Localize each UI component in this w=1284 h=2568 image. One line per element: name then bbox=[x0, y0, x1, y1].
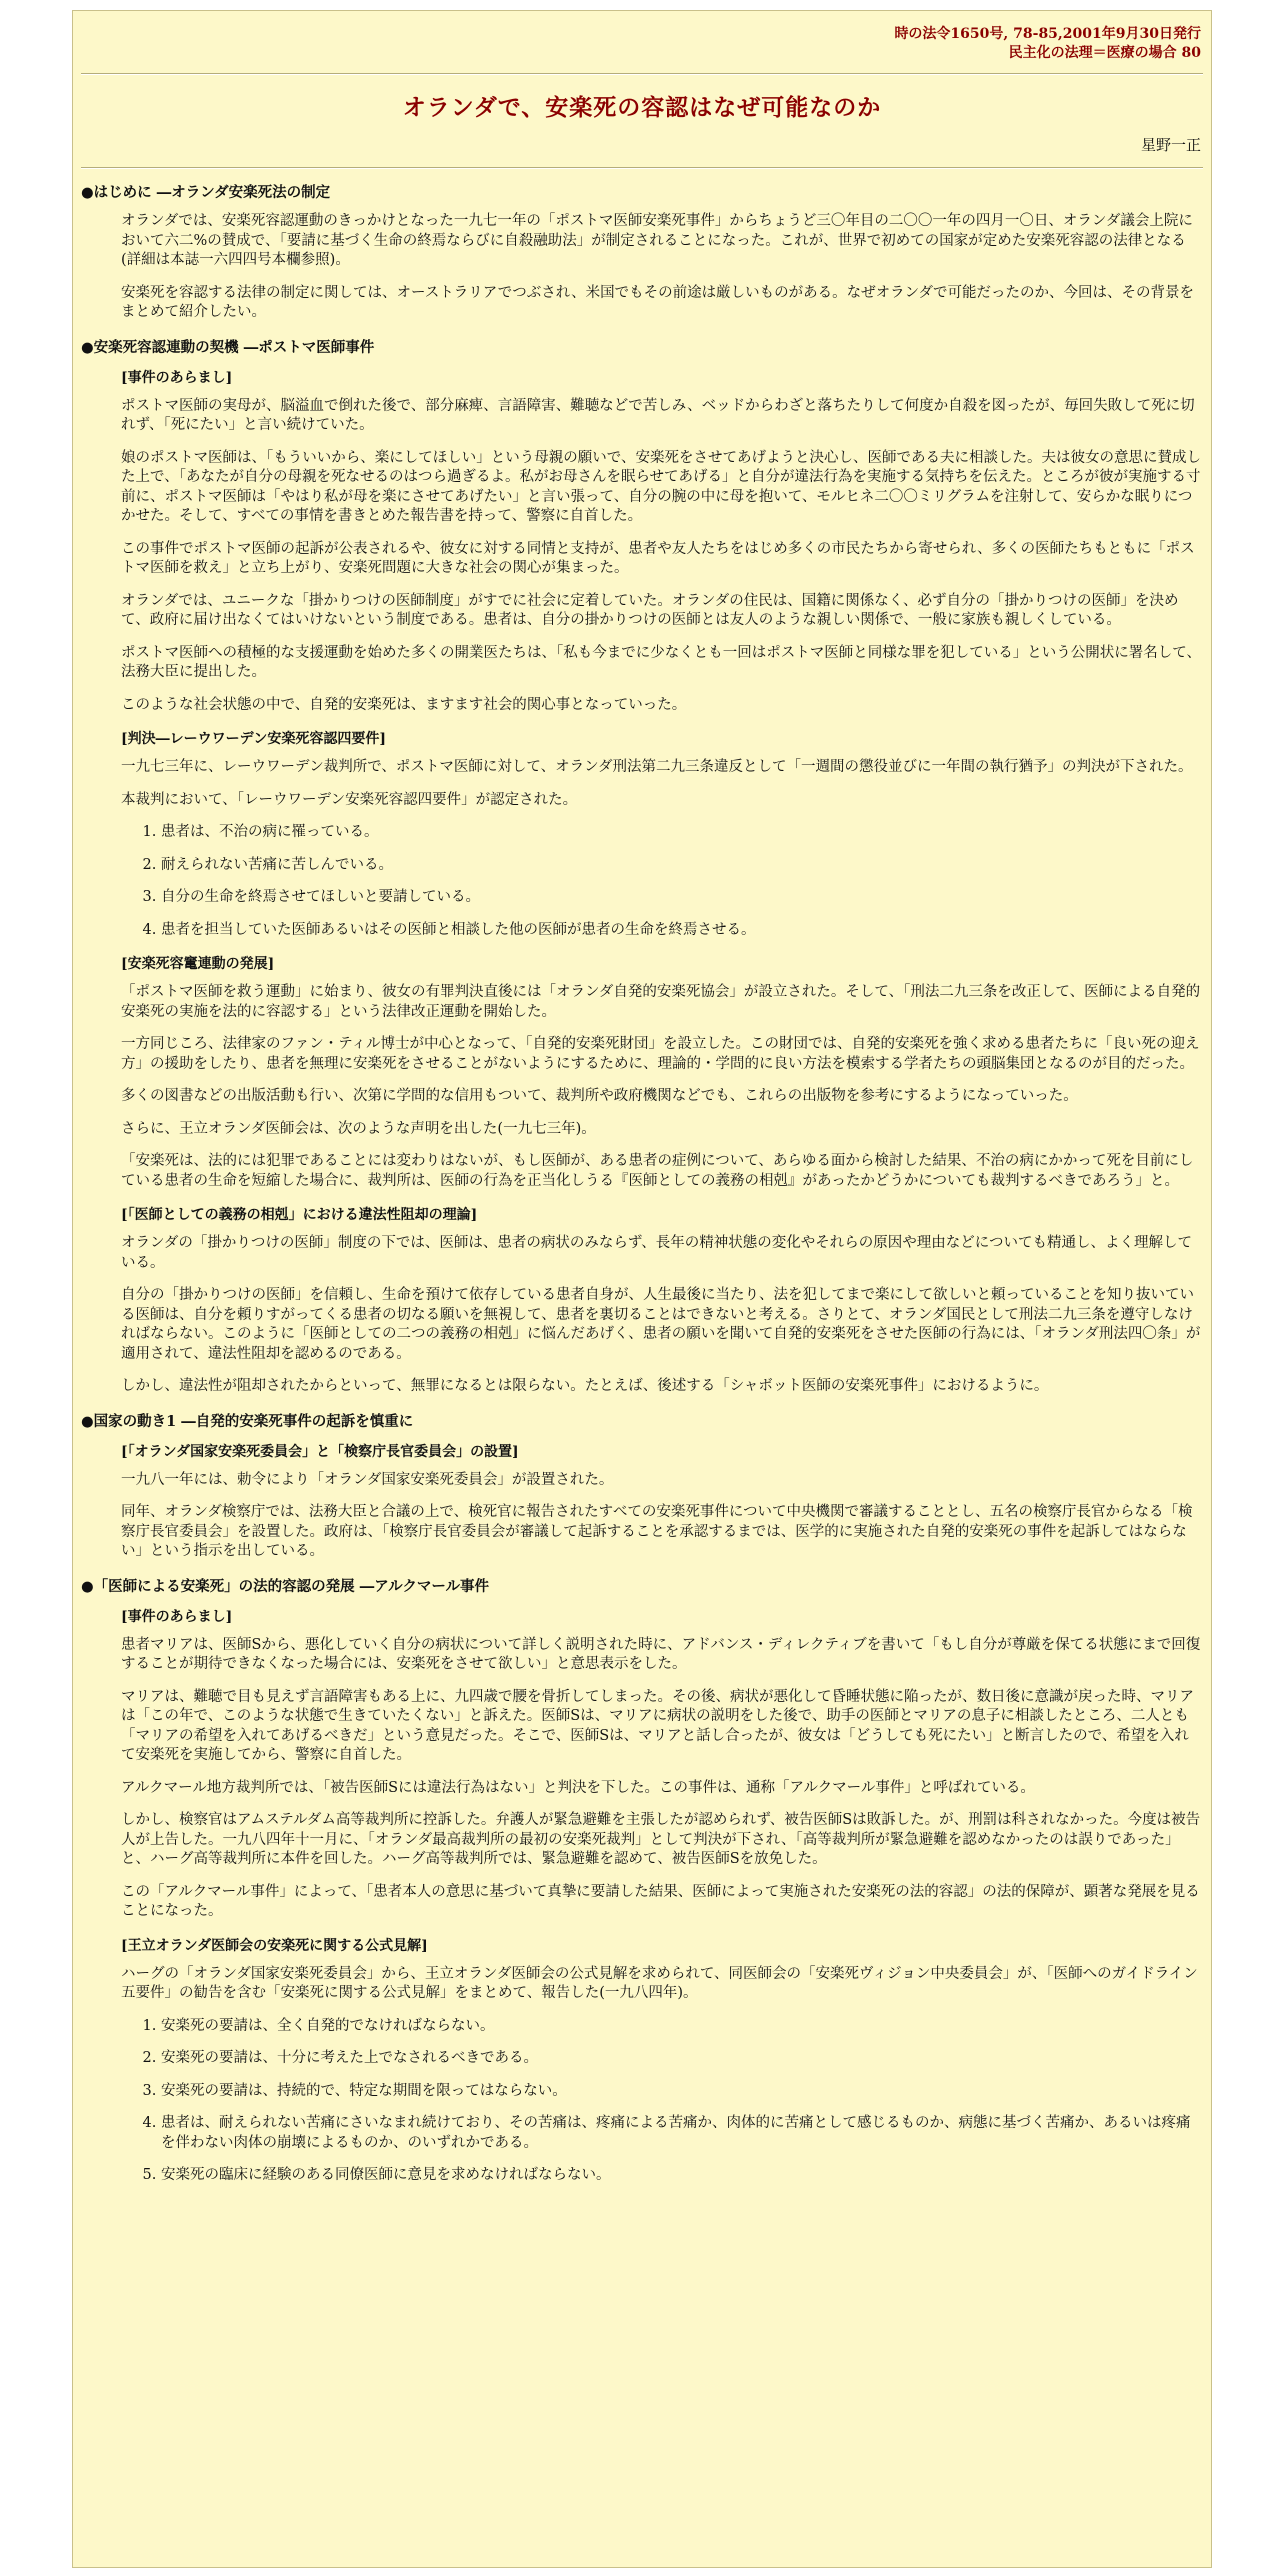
paragraph: アルクマール地方裁判所では、「被告医師Sには違法行為はない」と判決を下した。この事件は、通称「アルクマール事件」と呼ばれている。 bbox=[121, 1779, 1035, 1796]
paragraph: 一方同じころ、法律家のファン・ティル博士が中心となって、「自発的安楽死財団」を設立した。この財団では、自発的安楽死を強く求める患者たちに「良い死の迎え方」の援助をしたり、患者を無理に安楽死をさせることがないようにするために、理論的・学問的に良い方法を模索する学者たちの頭脳集団となるのが目的だった。 bbox=[121, 1036, 1200, 1072]
list-item: 1. 安楽死の要請は、全く自発的でなければならない。 bbox=[161, 2017, 1203, 2037]
paragraph: 娘のポストマ医師は、「もういいから、楽にしてほしい」という母親の願いで、安楽死をさせてあげようと決心し、医師である夫に相談した。夫は彼女の意思に賛成した上で、「あなたが自分の母親を死なせるのはつら過ぎるよ。私がお母さんを眠らせてあげる」と自分が違法行為を実施する気持ちを伝えた。ところが彼が実施する寸前に、ポストマ医師は「やはり私が母を楽にさせてあげたい」と言い張って、自分の腕の中に母を抱いて、モルヒネ二〇〇ミリグラムを注射して、安らかな眠りにつかせた。そして、すべての事情を書きとめた報告書を持って、警察に自首した。 bbox=[121, 449, 1201, 524]
list-item: 3. 安楽死の要請は、持続的で、特定な期間を限ってはならない。 bbox=[161, 2082, 1203, 2102]
paragraph: ポストマ医師の実母が、脳溢血で倒れた後で、部分麻痺、言語障害、難聴などで苦しみ、ベッドからわざと落ちたりして何度か自殺を図ったが、毎回失敗して死に切れず、「死にたい」と言い続けていた。 bbox=[121, 397, 1195, 433]
paragraph: ハーグの「オランダ国家安楽死委員会」から、王立オランダ医師会の公式見解を求められて、同医師会の「安楽死ヴィジョン中央委員会」が、「医師へのガイドライン五要件」の勧告を含む「安楽死に関する公式見解」をまとめて、報告した(一九八四年)。 bbox=[121, 1965, 1198, 2001]
paragraph: 安楽死を容認する法律の制定に関しては、オーストラリアでつぶされ、米国でもその前途は厳しいものがある。なぜオランダで可能だったのか、今回は、その背景をまとめて紹介したい。 bbox=[121, 284, 1194, 320]
publication-header bbox=[81, 25, 1201, 63]
paragraph: 一九八一年には、勅令により「オランダ国家安楽死委員会」が設置された。 bbox=[121, 1471, 614, 1488]
paragraph: この「アルクマール事件」によって、「患者本人の意思に基づいて真摯に要請した結果、医師によって実施された安楽死の法的容認」の法的保障が、顕著な発展を見ることになった。 bbox=[121, 1883, 1200, 1919]
paragraph: しかし、違法性が阻却されたからといって、無罪になるとは限らない。たとえば、後述する「シャボット医師の安楽死事件」におけるように。 bbox=[121, 1378, 1049, 1394]
list-item: 4. 患者を担当していた医師あるいはその医師と相談した他の医師が患者の生命を終焉させる。 bbox=[161, 921, 1203, 941]
subheading: [安楽死容竃連動の発展] bbox=[121, 956, 275, 972]
section-heading-postma: ●安楽死容認連動の契機 ―ポストマ医師事件 bbox=[81, 338, 375, 356]
requirements-list bbox=[121, 823, 1203, 940]
list-item: 5. 安楽死の臨床に経験のある同僚医師に意見を求めなければならない。 bbox=[161, 2166, 1203, 2186]
paragraph: さらに、王立オランダ医師会は、次のような声明を出した(一九七三年)。 bbox=[121, 1120, 596, 1137]
paragraph: ポストマ医師への積極的な支援運動を始めた多くの開業医たちは、「私も今までに少なくとも一回はポストマ医師と同様な罪を犯している」という公開状に署名して、法務大臣に提出した。 bbox=[121, 644, 1201, 680]
subheading: [王立オランダ医師会の安楽死に関する公式見解] bbox=[121, 1937, 428, 1954]
paragraph: 「ポストマ医師を救う運動」に始まり、彼女の有罪判決直後には「オランダ自発的安楽死協会」が設立された。そして、「刑法二九三条を改正して、医師による自発的安楽死の実施を法的に容認する」という法律改正運動を開始した。 bbox=[121, 984, 1201, 1020]
series-info: 民主化の法理＝医療の場合 80 bbox=[1008, 45, 1201, 61]
list-item: 4. 患者は、耐えられない苦痛にさいなまれ続けており、その苦痛は、疼痛による苦痛か、肉体的に苦痛として感じるものか、病態に基づく苦痛か、あるいは疼痛を伴わない肉体の崩壊によるものか、のいずれかである。 bbox=[161, 2114, 1203, 2153]
list-item: 2. 耐えられない苦痛に苦しんでいる。 bbox=[161, 856, 1203, 876]
paragraph: 「安楽死は、法的には犯罪であることには変わりはないが、もし医師が、ある患者の症例について、あらゆる面から検討した結果、不治の病にかかって死を目前にしている患者の生命を短縮した場合に、裁判所は、医師の行為を正当化しうる『医師としての義務の相剋』があったかどうかについても裁判するべきであろう」と。 bbox=[121, 1153, 1194, 1189]
subheading: [事件のあらまし] bbox=[121, 369, 233, 386]
list-item: 3. 自分の生命を終焉させてほしいと要請している。 bbox=[161, 888, 1203, 908]
section-heading-intro: ●はじめに ―オランダ安楽死法の制定 bbox=[81, 184, 331, 201]
divider bbox=[81, 73, 1203, 75]
paragraph: しかし、検察官はアムステルダム高等裁判所に控訴した。弁護人が緊急避難を主張したが認められず、被告医師Sは敗訴した。が、刑罰は科されなかった。今度は被告人が上告した。一九八四年十一月に、「オランダ最高裁判所の最初の安楽死裁判」として判決が下され、「高等裁判所が緊急避難を認めなかったのは誤りであった」と、ハーグ高等裁判所に本件を回した。ハーグ高等裁判所では、緊急避難を認めて、被告医師Sを放免した。 bbox=[121, 1812, 1201, 1867]
author-name: 星野一正 bbox=[1140, 136, 1201, 154]
list-item: 2. 安楽死の要請は、十分に考えた上でなされるべきである。 bbox=[161, 2049, 1203, 2069]
paragraph: マリアは、難聴で目も見えず言語障害もある上に、九四歳で腰を骨折してしまった。その後、病状が悪化して昏睡状態に陥ったが、数日後に意識が戻った時、マリアは「この年で、このような状態で生きていたくない」と訴えた。医師Sは、マリアに病状の説明をした後で、助手の医師とマリアの息子に相談したところ、二人とも「マリアの希望を入れてあげるべきだ」という意見だった。そこで、医師Sは、マリアと話し合ったが、彼女は「どうしても死にたい」と断言したので、希望を入れて安楽死を実施してから、警察に自首した。 bbox=[121, 1688, 1194, 1763]
section-heading-state: ●国家の動き1 ―自発的安楽死事件の起訴を慎重に bbox=[81, 1412, 414, 1430]
publication-info: 時の法令1650号, 78-85,2001年9月30日発行 bbox=[894, 26, 1201, 42]
paragraph: このような社会状態の中で、自発的安楽死は、ますます社会的関心事となっていった。 bbox=[121, 696, 687, 713]
paragraph: 一九七三年に、レーウワーデン裁判所で、ポストマ医師に対して、オランダ刑法第二九三条違反として「一週間の懲役並びに一年間の執行猶予」の判決が下された。 bbox=[121, 759, 1193, 775]
subheading: [「オランダ国家安楽死委員会」と「検察庁長官委員会」の設置] bbox=[121, 1443, 519, 1460]
paragraph: 本裁判において、「レーウワーデン安楽死容認四要件」が認定された。 bbox=[121, 791, 578, 808]
section-heading-alkmaar: ●「医師による安楽死」の法的容認の発展 ―アルクマール事件 bbox=[81, 1577, 490, 1595]
paragraph: 自分の「掛かりつけの医師」を信頼し、生命を預けて依存している患者自身が、人生最後に当たり、法を犯してまで楽にして欲しいと頼っていることを知り抜いている医師は、自分を頼りすがってくる患者の切なる願いを無視して、患者を裏切ることはできないと考える。さりとて、オランダ国民として刑法二九三条を遵守しなければならない。このように「医師としての二つの義務の相剋」に悩んだあげく、患者の願いを聞いて自発的安楽死をさせた医師の行為には、「オランダ刑法四〇条」が適用されて、違法性阻却を認めるのである。 bbox=[121, 1287, 1201, 1362]
list-item: 1. 患者は、不治の病に罹っている。 bbox=[161, 823, 1203, 843]
paragraph: オランダでは、安楽死容認運動のきっかけとなった一九七一年の「ポストマ医師安楽死事件」からちょうど三〇年目の二〇〇一年の四月一〇日、オランダ議会上院において六二%の賛成で、「要請に基づく生命の終焉ならびに自殺融助法」が制定されることになった。これが、世界で初めての国家が定めた安楽死容認の法律となる(詳細は本誌一六四四号本欄参照)。 bbox=[121, 213, 1193, 268]
divider bbox=[81, 167, 1203, 169]
subheading: [判決―レーウワーデン安楽死容認四要件] bbox=[121, 731, 386, 747]
subheading: [事件のあらまし] bbox=[121, 1608, 233, 1625]
paragraph: オランダの「掛かりつけの医師」制度の下では、医師は、患者の病状のみならず、長年の精神状態の変化やそれらの原因や理由などについても精通し、よく理解している。 bbox=[121, 1235, 1192, 1271]
paragraph: オランダでは、ユニークな「掛かりつけの医師制度」がすでに社会に定着していた。オランダの住民は、国籍に関係なく、必ず自分の「掛かりつけの医師」を決めて、政府に届け出なくてはいけないという制度である。患者は、自分の掛かりつけの医師とは友人のような親しい関係で、一般に家族も親しくしている。 bbox=[121, 592, 1179, 628]
paragraph: 同年、オランダ検察庁では、法務大臣と合議の上で、検死官に報告されたすべての安楽死事件について中央機関で審議することとし、五名の検察庁長官からなる「検察庁長官委員会」を設置した。政府は、「検察庁長官委員会が審議して起訴することを承認するまでは、医学的に実施された自発的安楽死の事件を起訴してはならない」という指示を出している。 bbox=[121, 1504, 1193, 1559]
document-page bbox=[72, 10, 1212, 2568]
article-title: オランダで、安楽死の容認はなぜ可能なのか bbox=[402, 94, 882, 121]
paragraph: 患者マリアは、医師Sから、悪化していく自分の病状について詳しく説明された時に、アドバンス・ディレクティブを書いて「もし自分が尊厳を保てる状態にまで回復することが期待できなくなった場合には、安楽死をさせて欲しい」と意思表示をした。 bbox=[121, 1636, 1201, 1672]
subheading: [「医師としての義務の相剋」における違法性阻却の理論] bbox=[121, 1207, 478, 1223]
paragraph: この事件でポストマ医師の起訴が公表されるや、彼女に対する同情と支持が、患者や友人たちをはじめ多くの市民たちから寄せられ、多くの医師たちもともに「ポストマ医師を救え」と立ち上がり、安楽死問題に大きな社会の関心が集まった。 bbox=[121, 540, 1195, 576]
guidelines-list bbox=[121, 2017, 1203, 2186]
paragraph: 多くの図書などの出版活動も行い、次第に学問的な信用もついて、裁判所や政府機関などでも、これらの出版物を参考にするようになっていった。 bbox=[121, 1088, 1078, 1104]
